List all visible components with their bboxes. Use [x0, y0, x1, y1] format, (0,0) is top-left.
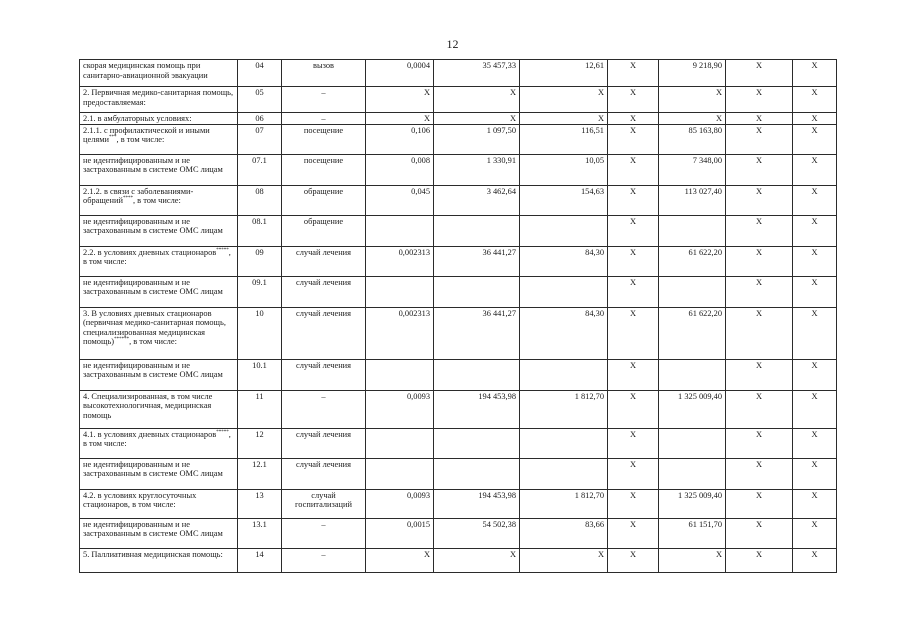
- cell-per-capita: [520, 428, 608, 458]
- cell-per-capita: [520, 458, 608, 489]
- cell-name: [80, 390, 238, 428]
- cell-col-8: X: [726, 458, 793, 489]
- cell-code: 07: [238, 124, 282, 154]
- cell-col-8: X: [726, 548, 793, 572]
- cell-cost: [434, 276, 520, 307]
- table-row: [80, 124, 837, 154]
- cell-code: 09: [238, 246, 282, 276]
- cell-unit: случай госпитализаций: [282, 489, 366, 518]
- cell-cost: 194 453,98: [434, 390, 520, 428]
- cell-unit: вызов: [282, 60, 366, 87]
- cell-col-6: X: [608, 428, 659, 458]
- footnote-marker: ***: [109, 135, 117, 141]
- cell-per-capita: X: [520, 548, 608, 572]
- cell-unit: обращение: [282, 185, 366, 215]
- cell-per-capita: 83,66: [520, 518, 608, 548]
- row-name-text: 4.2. в условиях круглосуточных стационаров, в том числе:: [83, 490, 197, 510]
- cell-norm: [366, 428, 434, 458]
- row-name-text: 5. Паллиативная медицинская помощь:: [83, 549, 223, 559]
- row-name-text: не идентифицированным и не застрахованным в системе ОМС лицам: [83, 277, 223, 297]
- cell-per-capita: [520, 276, 608, 307]
- data-table: [79, 59, 837, 573]
- cell-col-6: X: [608, 246, 659, 276]
- cell-col-9: X: [793, 87, 837, 113]
- cell-norm: 0,0015: [366, 518, 434, 548]
- cell-unit: –: [282, 390, 366, 428]
- cell-unit: –: [282, 113, 366, 125]
- cell-norm: 0,045: [366, 185, 434, 215]
- cell-col-6: X: [608, 124, 659, 154]
- cell-col-8: X: [726, 390, 793, 428]
- cell-norm: [366, 215, 434, 246]
- cell-per-capita: [520, 359, 608, 390]
- cell-col-9: X: [793, 489, 837, 518]
- cell-col-9: X: [793, 276, 837, 307]
- cell-unit: посещение: [282, 154, 366, 185]
- cell-cost: 54 502,38: [434, 518, 520, 548]
- cell-norm: 0,0093: [366, 489, 434, 518]
- cell-code: 08: [238, 185, 282, 215]
- cell-col-7: X: [659, 87, 726, 113]
- cell-norm: 0,106: [366, 124, 434, 154]
- cell-unit: –: [282, 87, 366, 113]
- cell-norm: 0,002313: [366, 307, 434, 359]
- cell-cost: 1 330,91: [434, 154, 520, 185]
- cell-col-7: 61 622,20: [659, 246, 726, 276]
- cell-col-8: X: [726, 518, 793, 548]
- cell-name: [80, 113, 238, 125]
- row-name-text: не идентифицированным и не застрахованным в системе ОМС лицам: [83, 155, 223, 175]
- row-name-text: 4. Специализированная, в том числе высокотехнологичная, медицинская помощь: [83, 391, 213, 420]
- cell-col-7: [659, 215, 726, 246]
- cell-col-7: 61 151,70: [659, 518, 726, 548]
- cell-col-7: 85 163,80: [659, 124, 726, 154]
- cell-code: 12.1: [238, 458, 282, 489]
- cell-per-capita: X: [520, 87, 608, 113]
- row-name-text: 2.1.1. с профилактической и иными целями: [83, 125, 210, 145]
- cell-name: [80, 518, 238, 548]
- cell-code: 14: [238, 548, 282, 572]
- cell-norm: 0,008: [366, 154, 434, 185]
- cell-per-capita: [520, 215, 608, 246]
- cell-norm: [366, 276, 434, 307]
- cell-col-8: X: [726, 154, 793, 185]
- cell-col-7: 9 218,90: [659, 60, 726, 87]
- cell-col-9: X: [793, 428, 837, 458]
- cell-name: [80, 124, 238, 154]
- cell-name: [80, 185, 238, 215]
- cell-cost: [434, 359, 520, 390]
- cell-col-8: X: [726, 246, 793, 276]
- cell-per-capita: 1 812,70: [520, 489, 608, 518]
- row-name-suffix: , в том числе:: [83, 429, 231, 449]
- cell-unit: обращение: [282, 215, 366, 246]
- cell-per-capita: X: [520, 113, 608, 125]
- cell-name: [80, 489, 238, 518]
- cell-cost: 36 441,27: [434, 246, 520, 276]
- cell-col-8: X: [726, 113, 793, 125]
- cell-col-6: X: [608, 276, 659, 307]
- cell-col-9: X: [793, 60, 837, 87]
- cell-name: [80, 87, 238, 113]
- row-name-text: не идентифицированным и не застрахованным в системе ОМС лицам: [83, 360, 223, 380]
- cell-name: [80, 246, 238, 276]
- cell-col-7: [659, 428, 726, 458]
- cell-cost: X: [434, 87, 520, 113]
- cell-col-6: X: [608, 489, 659, 518]
- cell-col-9: X: [793, 548, 837, 572]
- cell-code: 10: [238, 307, 282, 359]
- cell-cost: [434, 458, 520, 489]
- cell-code: 07.1: [238, 154, 282, 185]
- cell-col-6: X: [608, 390, 659, 428]
- cell-col-6: X: [608, 548, 659, 572]
- cell-col-9: X: [793, 113, 837, 125]
- cell-col-7: 61 622,20: [659, 307, 726, 359]
- row-name-text: 2.1.2. в связи с заболеваниями-обращений: [83, 186, 194, 206]
- cell-unit: –: [282, 548, 366, 572]
- footnote-marker: *****: [216, 247, 229, 253]
- cell-name: [80, 428, 238, 458]
- cell-col-6: X: [608, 458, 659, 489]
- cell-col-9: X: [793, 154, 837, 185]
- cell-col-6: X: [608, 60, 659, 87]
- cell-col-9: X: [793, 246, 837, 276]
- cell-col-8: X: [726, 215, 793, 246]
- cell-unit: –: [282, 518, 366, 548]
- cell-col-6: X: [608, 518, 659, 548]
- cell-col-7: 113 027,40: [659, 185, 726, 215]
- cell-col-9: X: [793, 458, 837, 489]
- cell-cost: X: [434, 113, 520, 125]
- cell-cost: [434, 428, 520, 458]
- cell-unit: случай лечения: [282, 276, 366, 307]
- table-row: [80, 60, 837, 87]
- cell-name: [80, 307, 238, 359]
- cell-per-capita: 84,30: [520, 246, 608, 276]
- row-name-suffix: , в том числе:: [116, 135, 165, 145]
- page-number: 12: [446, 37, 459, 51]
- cell-code: 08.1: [238, 215, 282, 246]
- table-row: [80, 359, 837, 390]
- cell-norm: 0,0093: [366, 390, 434, 428]
- cell-cost: 1 097,50: [434, 124, 520, 154]
- cell-norm: X: [366, 548, 434, 572]
- table-row: [80, 113, 837, 125]
- row-name-text: 2.2. в условиях дневных стационаров: [83, 247, 217, 257]
- cell-col-7: 7 348,00: [659, 154, 726, 185]
- cell-col-9: X: [793, 215, 837, 246]
- row-name-text: 2. Первичная медико-санитарная помощь, предоставляемая:: [83, 88, 234, 107]
- cell-norm: X: [366, 87, 434, 113]
- cell-name: [80, 458, 238, 489]
- table-row: [80, 185, 837, 215]
- row-name-suffix: , в том числе:: [83, 247, 231, 267]
- cell-per-capita: 84,30: [520, 307, 608, 359]
- cell-code: 04: [238, 60, 282, 87]
- cell-col-9: X: [793, 390, 837, 428]
- cell-unit: случай лечения: [282, 458, 366, 489]
- cell-cost: 36 441,27: [434, 307, 520, 359]
- cell-col-6: X: [608, 307, 659, 359]
- cell-col-8: X: [726, 359, 793, 390]
- footnote-marker: ****: [122, 196, 133, 202]
- cell-code: 11: [238, 390, 282, 428]
- cell-norm: [366, 359, 434, 390]
- cell-name: [80, 154, 238, 185]
- cell-code: 13: [238, 489, 282, 518]
- row-name-text: 3. В условиях дневных стационаров (первичная медико-санитарная помощь, специализированная медицинская помощь): [83, 308, 226, 347]
- cell-norm: [366, 458, 434, 489]
- table-row: [80, 489, 837, 518]
- table-row: [80, 276, 837, 307]
- cell-col-9: X: [793, 185, 837, 215]
- table-row: [80, 246, 837, 276]
- table-row: [80, 215, 837, 246]
- cell-cost: 35 457,33: [434, 60, 520, 87]
- cell-unit: случай лечения: [282, 428, 366, 458]
- cell-name: [80, 215, 238, 246]
- cell-col-8: X: [726, 87, 793, 113]
- footnote-marker: *****: [216, 429, 229, 435]
- row-name-text: не идентифицированным и не застрахованным в системе ОМС лицам: [83, 459, 223, 479]
- cell-code: 13.1: [238, 518, 282, 548]
- footnote-marker: ******: [114, 337, 130, 343]
- cell-col-6: X: [608, 87, 659, 113]
- cell-per-capita: 116,51: [520, 124, 608, 154]
- cell-col-7: 1 325 009,40: [659, 489, 726, 518]
- cell-name: [80, 548, 238, 572]
- cell-col-7: X: [659, 113, 726, 125]
- cell-col-7: [659, 458, 726, 489]
- cell-col-6: X: [608, 215, 659, 246]
- row-name-text: 4.1. в условиях дневных стационаров: [83, 429, 217, 439]
- row-name-suffix: , в том числе:: [129, 337, 177, 347]
- cell-code: 06: [238, 113, 282, 125]
- table-row: [80, 548, 837, 572]
- cell-unit: случай лечения: [282, 307, 366, 359]
- cell-col-9: X: [793, 359, 837, 390]
- cell-unit: посещение: [282, 124, 366, 154]
- cell-per-capita: 12,61: [520, 60, 608, 87]
- cell-code: 05: [238, 87, 282, 113]
- cell-col-7: [659, 359, 726, 390]
- cell-per-capita: 154,63: [520, 185, 608, 215]
- table-row: [80, 458, 837, 489]
- cell-unit: случай лечения: [282, 359, 366, 390]
- cell-cost: 194 453,98: [434, 489, 520, 518]
- cell-col-6: X: [608, 185, 659, 215]
- cell-code: 09.1: [238, 276, 282, 307]
- cell-col-9: X: [793, 518, 837, 548]
- row-name-text: не идентифицированным и не застрахованным в системе ОМС лицам: [83, 519, 223, 539]
- cell-col-9: X: [793, 124, 837, 154]
- table-row: [80, 390, 837, 428]
- cell-col-8: X: [726, 428, 793, 458]
- cell-cost: [434, 215, 520, 246]
- cell-name: [80, 276, 238, 307]
- table-body: [80, 60, 837, 573]
- cell-col-7: [659, 276, 726, 307]
- cell-per-capita: 10,05: [520, 154, 608, 185]
- cell-col-9: X: [793, 307, 837, 359]
- cell-col-8: X: [726, 185, 793, 215]
- cell-col-6: X: [608, 154, 659, 185]
- cell-unit: случай лечения: [282, 246, 366, 276]
- cell-cost: X: [434, 548, 520, 572]
- cell-col-8: X: [726, 489, 793, 518]
- table-row: [80, 87, 837, 113]
- cell-col-6: X: [608, 113, 659, 125]
- table-row: [80, 428, 837, 458]
- row-name-text: скорая медицинская помощь при санитарно-авиационной эвакуации: [83, 61, 208, 80]
- row-name-text: 2.1. в амбулаторных условиях:: [83, 114, 192, 123]
- cell-cost: 3 462,64: [434, 185, 520, 215]
- cell-col-8: X: [726, 276, 793, 307]
- cell-name: [80, 359, 238, 390]
- cell-col-7: 1 325 009,40: [659, 390, 726, 428]
- cell-norm: X: [366, 113, 434, 125]
- cell-col-8: X: [726, 124, 793, 154]
- cell-code: 12: [238, 428, 282, 458]
- cell-norm: 0,0004: [366, 60, 434, 87]
- cell-col-7: X: [659, 548, 726, 572]
- cell-col-8: X: [726, 307, 793, 359]
- cell-norm: 0,002313: [366, 246, 434, 276]
- row-name-text: не идентифицированным и не застрахованным в системе ОМС лицам: [83, 216, 223, 236]
- table-row: [80, 518, 837, 548]
- cell-col-6: X: [608, 359, 659, 390]
- cell-col-8: X: [726, 60, 793, 87]
- table-row: [80, 307, 837, 359]
- cell-name: [80, 60, 238, 87]
- cell-per-capita: 1 812,70: [520, 390, 608, 428]
- row-name-suffix: , в том числе:: [132, 196, 181, 206]
- table-row: [80, 154, 837, 185]
- cell-code: 10.1: [238, 359, 282, 390]
